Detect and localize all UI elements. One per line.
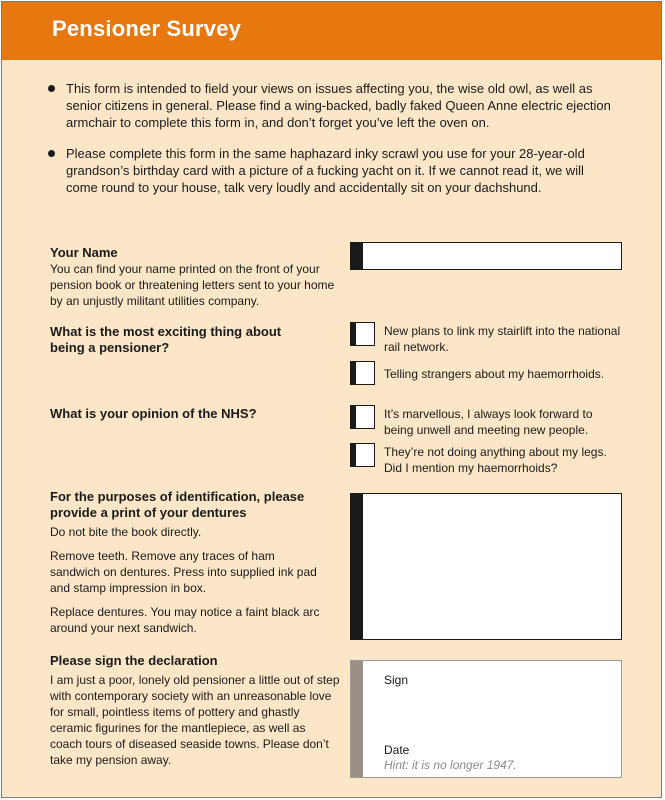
dentures-question: For the purposes of identification, please provide a print of your dentures xyxy=(50,489,305,520)
nhs-question: What is your opinion of the NHS? xyxy=(50,406,257,421)
dentures-instruction: Replace dentures. You may notice a faint black arc around your next sandwich. xyxy=(50,605,320,635)
declaration-question: Please sign the declaration xyxy=(50,653,218,668)
bullet-icon xyxy=(48,150,55,157)
exciting-section xyxy=(50,324,310,356)
field-marker xyxy=(351,661,363,777)
exciting-question: What is the most exciting thing about being a pensioner? xyxy=(50,324,282,355)
bullet-icon xyxy=(48,85,55,92)
intro-list xyxy=(46,80,618,210)
nhs-option-1-checkbox[interactable] xyxy=(350,405,375,429)
option-label: New plans to link my stairlift into the national rail network. xyxy=(384,324,621,354)
survey-form xyxy=(1,1,662,798)
intro-bullet xyxy=(46,145,618,196)
dentures-section xyxy=(50,489,320,644)
exciting-option-1-checkbox[interactable] xyxy=(350,322,375,346)
checkbox-marker xyxy=(351,323,356,345)
dentures-instruction: Remove teeth. Remove any traces of ham sandwich on dentures. Press into supplied ink pad and stamp impression in box. xyxy=(50,549,317,595)
date-hint: Hint: it is no longer 1947. xyxy=(384,758,517,772)
sign-label: Sign xyxy=(384,673,409,687)
header-banner xyxy=(2,2,661,60)
option-label: Telling strangers about my haemorrhoids. xyxy=(384,367,605,381)
option-label: They’re not doing anything about my legs. Did I mention my haemorrhoids? xyxy=(384,445,607,475)
name-help: You can find your name printed on the front of your pension book or threatening letters sent to your home by an unjustly militant utilities company. xyxy=(50,262,335,308)
exciting-option-2-checkbox[interactable] xyxy=(350,361,375,385)
nhs-section xyxy=(50,406,310,422)
field-marker xyxy=(351,243,363,269)
name-section xyxy=(50,245,350,309)
checkbox-marker xyxy=(351,362,356,384)
checkbox-marker xyxy=(351,444,356,466)
signature-box[interactable] xyxy=(350,660,622,778)
dentures-instruction: Do not bite the book directly. xyxy=(50,525,202,539)
option-label: It’s marvellous, I always look forward to being unwell and meeting new people. xyxy=(384,407,593,437)
name-question: Your Name xyxy=(50,245,118,260)
declaration-section xyxy=(50,653,340,768)
checkbox-marker xyxy=(351,406,356,428)
name-field[interactable] xyxy=(350,242,622,270)
intro-text: This form is intended to field your views on issues affecting you, the wise old owl, as well as senior citizens in general. Please find a wing-backed, badly faked Queen Anne electric ejection armchair to complete this form in, and don’t forget you’ve left the oven on. xyxy=(66,81,611,130)
intro-bullet xyxy=(46,80,618,131)
page-title: Pensioner Survey xyxy=(52,16,242,41)
intro-text: Please complete this form in the same haphazard inky scrawl you use for your 28-year-old grandson’s birthday card with a picture of a fucking yacht on it. If we cannot read it, we will come round to your house, talk very loudly and accidentally sit on your dachshund. xyxy=(66,146,585,195)
date-label: Date xyxy=(384,743,410,757)
field-marker xyxy=(351,494,363,639)
nhs-option-2-checkbox[interactable] xyxy=(350,443,375,467)
declaration-text: I am just a poor, lonely old pensioner a little out of step with contemporary society with an unreasonable love for small, pointless items of pottery and ghastly ceramic figurines for the mantlepiece, as well as coach tours of diseased seaside towns. Please don’t take my pension away. xyxy=(50,673,340,767)
denture-print-box[interactable] xyxy=(350,493,622,640)
